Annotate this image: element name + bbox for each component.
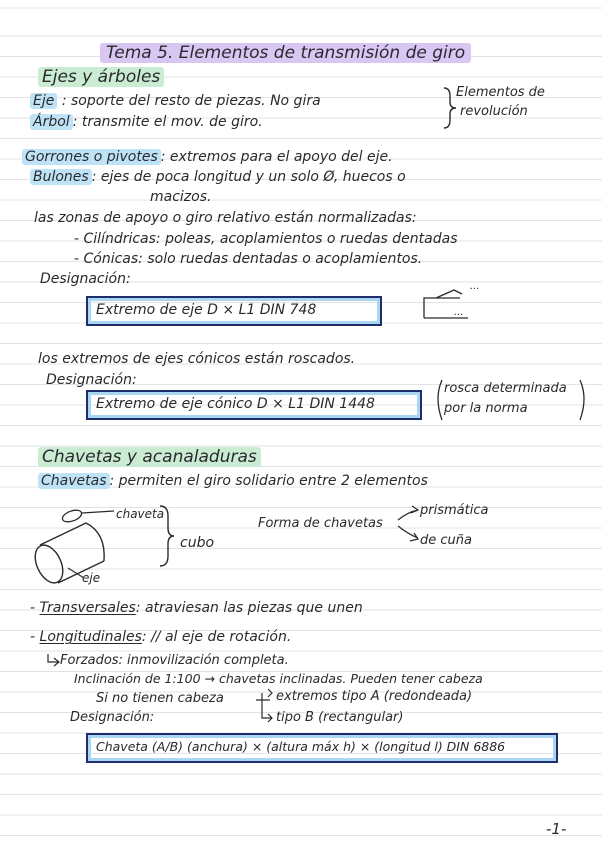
forma-de-cuna: de cuña xyxy=(420,533,472,548)
rosca-note-line1: rosca determinada xyxy=(444,381,567,396)
cilindricas-text: - Cilíndricas: poleas, acoplamientos o ruedas dentadas xyxy=(74,231,458,247)
brace-note-line1: Elementos de xyxy=(456,85,545,100)
tipo-b-text: tipo B (rectangular) xyxy=(276,710,404,725)
forzados-hook xyxy=(48,654,59,666)
forzados-text: Forzados: inmovilización completa. xyxy=(60,653,289,668)
si-no-cabeza-text: Si no tienen cabeza xyxy=(96,691,224,706)
arrow-de-cuna xyxy=(398,526,418,541)
forma-prismatica: prismática xyxy=(420,503,489,518)
rosca-close-paren xyxy=(580,380,584,420)
conicos-text: los extremos de ejes cónicos están roscados. xyxy=(38,351,356,367)
transversales-text: - Transversales: atraviesan las piezas que unen xyxy=(30,600,363,616)
eje-definition: Eje : soporte del resto de piezas. No gira xyxy=(30,92,321,110)
cabeza-branch xyxy=(256,689,272,722)
rosca-open-paren xyxy=(438,380,442,420)
tipo-a-text: extremos tipo A (redondeada) xyxy=(276,689,473,704)
bulones-definition-cont: macizos. xyxy=(150,189,212,205)
diagram-label-chaveta: chaveta xyxy=(116,507,165,521)
cylinder-right-face xyxy=(86,523,104,561)
sketch-dots-top: ... xyxy=(470,281,480,292)
brace-elementos-revolucion xyxy=(444,88,456,128)
chavetas-definition: Chavetas : permiten el giro solidario entre 2 elementos xyxy=(38,472,428,490)
inclinacion-text: Inclinación de 1:100 → chavetas inclinadas. Pueden tener cabeza xyxy=(74,671,483,686)
diagram-label-cubo: cubo xyxy=(180,535,215,551)
designacion-box-2: Extremo de eje cónico D × L1 DIN 1448 xyxy=(86,390,422,420)
section-heading-chavetas: Chavetas y acanaladuras xyxy=(38,448,261,466)
page-title: Tema 5. Elementos de transmisión de giro xyxy=(100,44,471,62)
designacion-label-1: Designación: xyxy=(40,271,131,287)
chaveta-leader xyxy=(82,511,114,513)
sketch-dots-inner: ... xyxy=(454,307,464,318)
zonas-text: las zonas de apoyo o giro relativo están normalizadas: xyxy=(34,210,417,226)
gorrones-definition: Gorrones o pivotes : extremos para el apoyo del eje. xyxy=(22,148,393,166)
designacion-label-2: Designación: xyxy=(46,372,137,388)
designacion-box-3: Chaveta (A/B) (anchura) × (altura máx h) × (longitud l) DIN 6886 xyxy=(86,733,558,763)
shaft-end-sketch xyxy=(424,290,462,318)
cylinder-body xyxy=(40,523,104,583)
forma-chavetas-text: Forma de chavetas xyxy=(258,516,383,531)
rosca-note-line2: por la norma xyxy=(444,401,528,416)
conicas-text: - Cónicas: solo ruedas dentadas o acoplamientos. xyxy=(74,251,423,267)
diagram-label-eje: eje xyxy=(82,571,101,585)
designacion-label-3: Designación: xyxy=(70,710,155,725)
arbol-definition: Árbol : transmite el mov. de giro. xyxy=(30,113,263,131)
arrow-prismatica xyxy=(398,506,418,520)
chaveta-pin xyxy=(61,508,83,524)
brace-note-line2: revolución xyxy=(460,104,528,119)
page-number: -1- xyxy=(546,820,567,838)
cubo-brace xyxy=(160,506,174,566)
longitudinales-text: - Longitudinales: // al eje de rotación. xyxy=(30,629,292,645)
designacion-box-1: Extremo de eje D × L1 DIN 748 xyxy=(86,296,382,326)
bulones-definition: Bulones : ejes de poca longitud y un solo Ø, huecos o xyxy=(30,168,406,186)
section-heading-ejes: Ejes y árboles xyxy=(38,68,164,86)
